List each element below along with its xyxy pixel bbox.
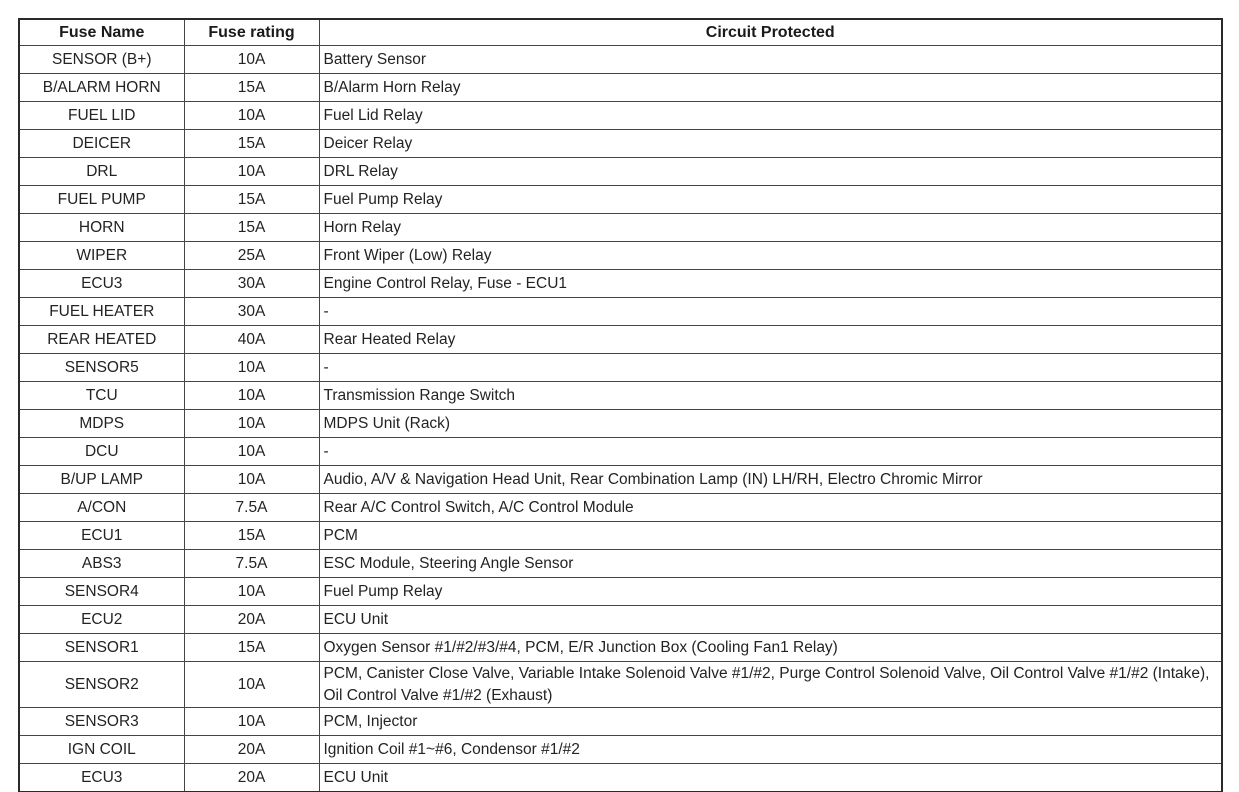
fuse-rating-cell: 15A <box>184 186 319 214</box>
fuse-name-cell: DCU <box>19 438 184 466</box>
table-row <box>19 270 1222 298</box>
fuse-name-cell: A/CON <box>19 494 184 522</box>
fuse-name-cell: DRL <box>19 158 184 186</box>
header-row <box>19 19 1222 46</box>
fuse-name-cell: ECU2 <box>19 606 184 634</box>
circuit-protected-cell: Rear A/C Control Switch, A/C Control Module <box>319 494 1222 522</box>
fuse-rating-cell: 20A <box>184 606 319 634</box>
table-row <box>19 550 1222 578</box>
circuit-protected-cell: - <box>319 354 1222 382</box>
table-row <box>19 736 1222 764</box>
table-row <box>19 46 1222 74</box>
table-row <box>19 466 1222 494</box>
fuse-name-cell: ECU3 <box>19 764 184 792</box>
fuse-rating-cell: 30A <box>184 298 319 326</box>
fuse-name-cell: ECU3 <box>19 270 184 298</box>
fuse-rating-cell: 10A <box>184 708 319 736</box>
circuit-protected-cell: ECU Unit <box>319 606 1222 634</box>
fuse-rating-cell: 10A <box>184 382 319 410</box>
circuit-protected-cell: Rear Heated Relay <box>319 326 1222 354</box>
table-row <box>19 298 1222 326</box>
fuse-rating-cell: 7.5A <box>184 494 319 522</box>
fuse-rating-cell: 10A <box>184 466 319 494</box>
fuse-name-cell: MDPS <box>19 410 184 438</box>
fuse-table <box>18 18 1223 792</box>
circuit-protected-cell: ECU Unit <box>319 764 1222 792</box>
circuit-protected-cell: Transmission Range Switch <box>319 382 1222 410</box>
table-row <box>19 410 1222 438</box>
fuse-rating-cell: 7.5A <box>184 550 319 578</box>
fuse-name-cell: SENSOR5 <box>19 354 184 382</box>
table-row <box>19 634 1222 662</box>
header-fuse-name: Fuse Name <box>19 19 184 46</box>
circuit-protected-cell: B/Alarm Horn Relay <box>319 74 1222 102</box>
fuse-rating-cell: 15A <box>184 522 319 550</box>
fuse-rating-cell: 10A <box>184 662 319 708</box>
fuse-rating-cell: 10A <box>184 438 319 466</box>
fuse-rating-cell: 10A <box>184 354 319 382</box>
circuit-protected-cell: DRL Relay <box>319 158 1222 186</box>
fuse-name-cell: FUEL LID <box>19 102 184 130</box>
circuit-protected-cell: Engine Control Relay, Fuse - ECU1 <box>319 270 1222 298</box>
fuse-name-cell: TCU <box>19 382 184 410</box>
circuit-protected-cell: MDPS Unit (Rack) <box>319 410 1222 438</box>
circuit-protected-cell: Battery Sensor <box>319 46 1222 74</box>
table-row <box>19 494 1222 522</box>
table-row <box>19 74 1222 102</box>
circuit-protected-cell: Audio, A/V & Navigation Head Unit, Rear Combination Lamp (IN) LH/RH, Electro Chromic Mirror <box>319 466 1222 494</box>
table-row <box>19 662 1222 708</box>
fuse-name-cell: IGN COIL <box>19 736 184 764</box>
fuse-rating-cell: 15A <box>184 634 319 662</box>
table-row <box>19 606 1222 634</box>
fuse-name-cell: B/UP LAMP <box>19 466 184 494</box>
fuse-rating-cell: 20A <box>184 736 319 764</box>
table-row <box>19 130 1222 158</box>
fuse-name-cell: HORN <box>19 214 184 242</box>
fuse-name-cell: REAR HEATED <box>19 326 184 354</box>
fuse-name-cell: WIPER <box>19 242 184 270</box>
fuse-name-cell: SENSOR (B+) <box>19 46 184 74</box>
circuit-protected-cell: Ignition Coil #1~#6, Condensor #1/#2 <box>319 736 1222 764</box>
fuse-rating-cell: 20A <box>184 764 319 792</box>
table-row <box>19 186 1222 214</box>
fuse-name-cell: B/ALARM HORN <box>19 74 184 102</box>
circuit-protected-cell: Front Wiper (Low) Relay <box>319 242 1222 270</box>
circuit-protected-cell: Deicer Relay <box>319 130 1222 158</box>
fuse-name-cell: SENSOR3 <box>19 708 184 736</box>
fuse-name-cell: SENSOR2 <box>19 662 184 708</box>
table-row <box>19 438 1222 466</box>
circuit-protected-cell: Horn Relay <box>319 214 1222 242</box>
fuse-rating-cell: 10A <box>184 102 319 130</box>
circuit-protected-cell: PCM, Injector <box>319 708 1222 736</box>
fuse-name-cell: ABS3 <box>19 550 184 578</box>
circuit-protected-cell: Fuel Pump Relay <box>319 186 1222 214</box>
fuse-rating-cell: 30A <box>184 270 319 298</box>
table-row <box>19 764 1222 792</box>
fuse-rating-cell: 10A <box>184 158 319 186</box>
fuse-name-cell: FUEL PUMP <box>19 186 184 214</box>
header-circuit-protected: Circuit Protected <box>319 19 1222 46</box>
fuse-name-cell: SENSOR4 <box>19 578 184 606</box>
table-row <box>19 102 1222 130</box>
fuse-rating-cell: 10A <box>184 578 319 606</box>
fuse-name-cell: ECU1 <box>19 522 184 550</box>
table-row <box>19 708 1222 736</box>
fuse-rating-cell: 10A <box>184 46 319 74</box>
fuse-rating-cell: 25A <box>184 242 319 270</box>
table-row <box>19 578 1222 606</box>
table-row <box>19 354 1222 382</box>
fuse-name-cell: FUEL HEATER <box>19 298 184 326</box>
fuse-rating-cell: 15A <box>184 214 319 242</box>
circuit-protected-cell: ESC Module, Steering Angle Sensor <box>319 550 1222 578</box>
header-fuse-rating: Fuse rating <box>184 19 319 46</box>
circuit-protected-cell: Oxygen Sensor #1/#2/#3/#4, PCM, E/R Junction Box (Cooling Fan1 Relay) <box>319 634 1222 662</box>
circuit-protected-cell: PCM <box>319 522 1222 550</box>
fuse-name-cell: SENSOR1 <box>19 634 184 662</box>
table-row <box>19 158 1222 186</box>
circuit-protected-cell: Fuel Lid Relay <box>319 102 1222 130</box>
table-row <box>19 522 1222 550</box>
circuit-protected-cell: - <box>319 438 1222 466</box>
fuse-rating-cell: 40A <box>184 326 319 354</box>
circuit-protected-cell: - <box>319 298 1222 326</box>
table-row <box>19 382 1222 410</box>
fuse-rating-cell: 15A <box>184 74 319 102</box>
circuit-protected-cell: PCM, Canister Close Valve, Variable Intake Solenoid Valve #1/#2, Purge Control Solenoid Valve, Oil Control Valve #1/#2 (Intake), Oil Control Valve #1/#2 (Exhaust) <box>319 662 1222 708</box>
table-row <box>19 242 1222 270</box>
circuit-protected-cell: Fuel Pump Relay <box>319 578 1222 606</box>
table-row <box>19 214 1222 242</box>
table-row <box>19 326 1222 354</box>
fuse-rating-cell: 10A <box>184 410 319 438</box>
fuse-name-cell: DEICER <box>19 130 184 158</box>
fuse-rating-cell: 15A <box>184 130 319 158</box>
